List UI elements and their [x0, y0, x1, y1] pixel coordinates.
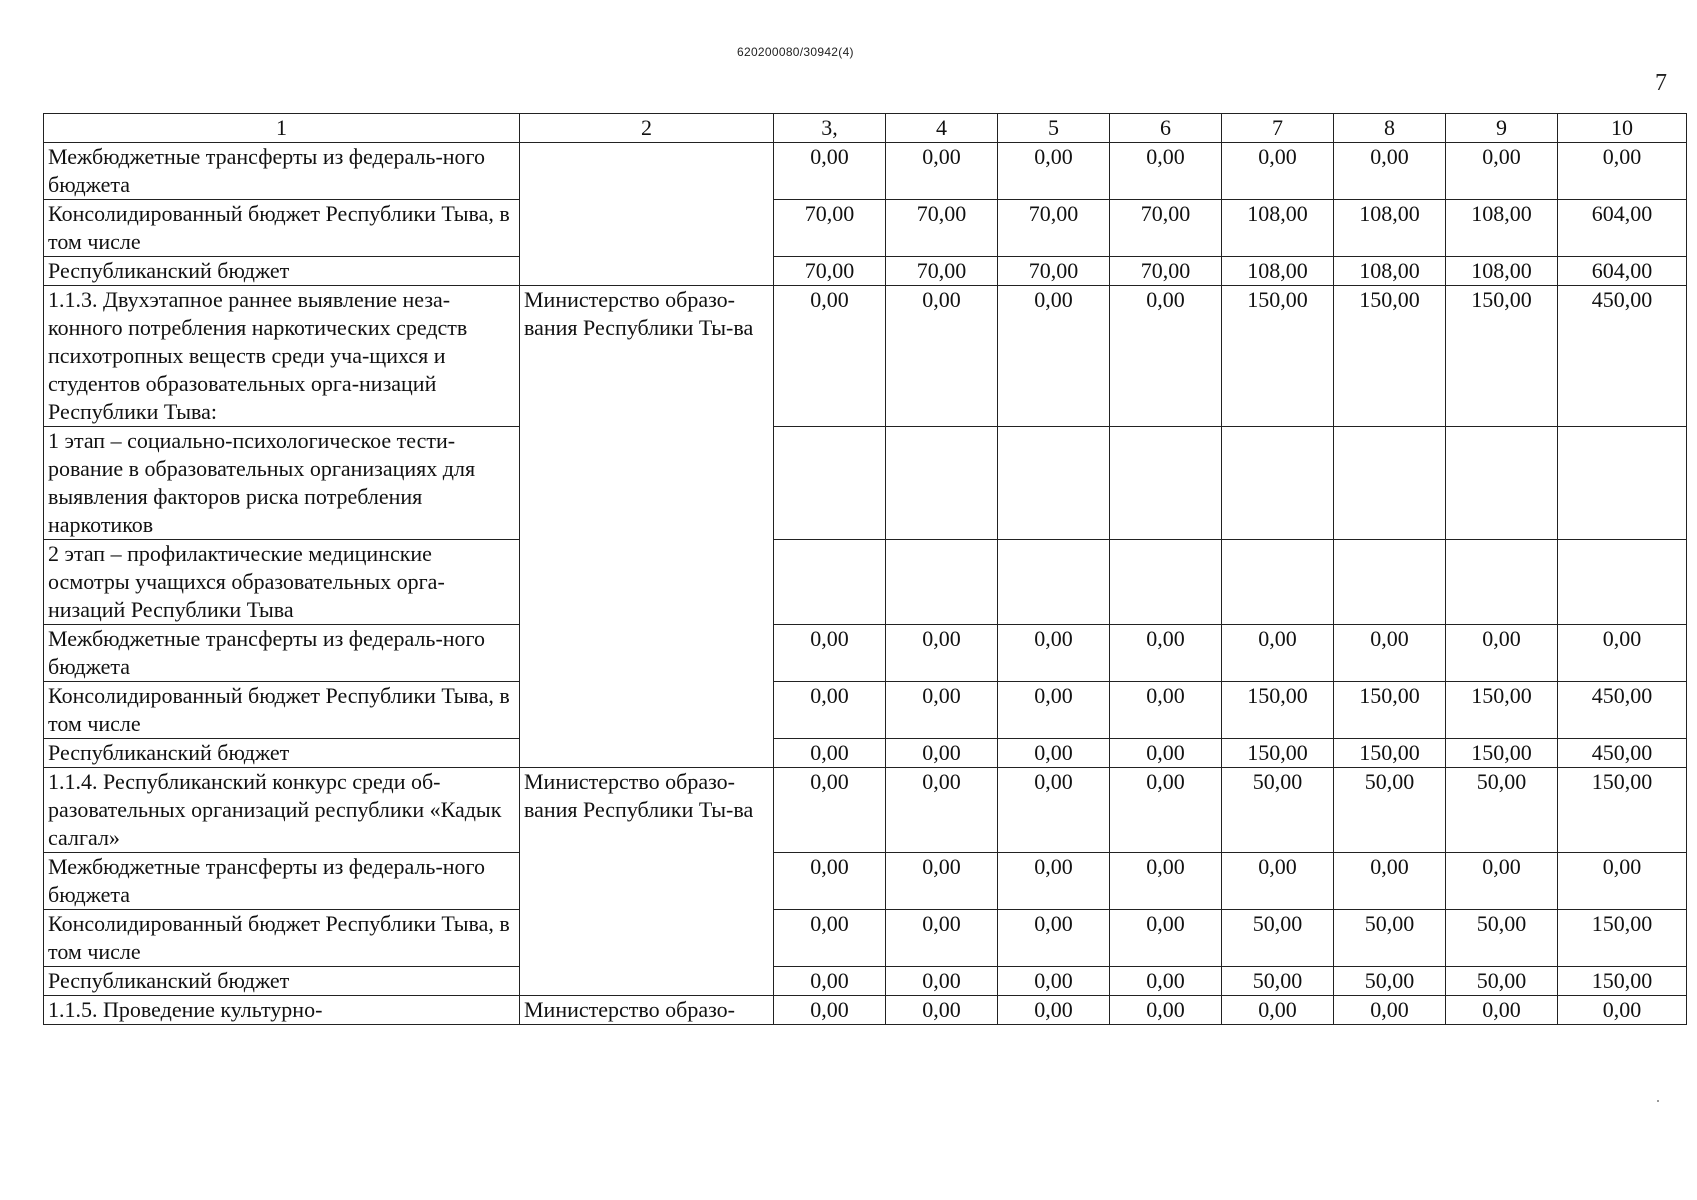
value-cell-col-9: 0,00	[1446, 143, 1558, 200]
value-cell-col-5: 0,00	[998, 853, 1110, 910]
value-cell-col-6: 70,00	[1110, 200, 1222, 257]
column-header-2: 2	[520, 114, 774, 143]
table-row	[44, 286, 1687, 427]
row-label: Республиканский бюджет	[44, 967, 520, 996]
row-label: 1 этап – социально-психологическое тести-рование в образовательных организациях для выявления факторов риска потребления наркотиков	[44, 427, 520, 540]
row-label: Республиканский бюджет	[44, 739, 520, 768]
table-row	[44, 996, 1687, 1025]
value-cell-col-3: 0,00	[774, 625, 886, 682]
value-cell-col-4: 0,00	[886, 682, 998, 739]
value-cell-col-5: 0,00	[998, 739, 1110, 768]
value-cell-col-10	[1558, 540, 1687, 625]
value-cell-col-5: 70,00	[998, 257, 1110, 286]
page-number: 7	[1655, 70, 1667, 96]
value-cell-col-5	[998, 540, 1110, 625]
column-header-3: 3,	[774, 114, 886, 143]
row-label: Республиканский бюджет	[44, 257, 520, 286]
value-cell-col-9: 50,00	[1446, 768, 1558, 853]
value-cell-col-8: 108,00	[1334, 257, 1446, 286]
value-cell-col-9: 0,00	[1446, 996, 1558, 1025]
value-cell-col-7: 150,00	[1222, 682, 1334, 739]
value-cell-col-5: 0,00	[998, 910, 1110, 967]
value-cell-col-4: 0,00	[886, 739, 998, 768]
value-cell-col-5: 0,00	[998, 967, 1110, 996]
value-cell-col-8: 0,00	[1334, 996, 1446, 1025]
column-header-8: 8	[1334, 114, 1446, 143]
value-cell-col-4: 0,00	[886, 853, 998, 910]
value-cell-col-7: 50,00	[1222, 910, 1334, 967]
value-cell-col-4	[886, 427, 998, 540]
value-cell-col-9: 50,00	[1446, 967, 1558, 996]
responsible-executor	[520, 143, 774, 286]
value-cell-col-9: 50,00	[1446, 910, 1558, 967]
value-cell-col-4: 0,00	[886, 286, 998, 427]
value-cell-col-10: 0,00	[1558, 996, 1687, 1025]
value-cell-col-3: 0,00	[774, 996, 886, 1025]
value-cell-col-4: 0,00	[886, 996, 998, 1025]
value-cell-col-5: 0,00	[998, 682, 1110, 739]
value-cell-col-8: 0,00	[1334, 143, 1446, 200]
value-cell-col-10: 150,00	[1558, 910, 1687, 967]
value-cell-col-4: 0,00	[886, 143, 998, 200]
value-cell-col-6: 0,00	[1110, 853, 1222, 910]
value-cell-col-8	[1334, 427, 1446, 540]
value-cell-col-8: 0,00	[1334, 853, 1446, 910]
value-cell-col-10: 0,00	[1558, 625, 1687, 682]
value-cell-col-3: 0,00	[774, 853, 886, 910]
value-cell-col-10: 450,00	[1558, 286, 1687, 427]
value-cell-col-9	[1446, 540, 1558, 625]
value-cell-col-9: 150,00	[1446, 739, 1558, 768]
value-cell-col-9: 0,00	[1446, 853, 1558, 910]
column-header-9: 9	[1446, 114, 1558, 143]
value-cell-col-7: 0,00	[1222, 143, 1334, 200]
value-cell-col-7: 0,00	[1222, 853, 1334, 910]
value-cell-col-6: 0,00	[1110, 996, 1222, 1025]
value-cell-col-3	[774, 540, 886, 625]
value-cell-col-9: 150,00	[1446, 286, 1558, 427]
value-cell-col-5	[998, 427, 1110, 540]
value-cell-col-3: 0,00	[774, 739, 886, 768]
table-row	[44, 427, 1687, 540]
value-cell-col-4: 0,00	[886, 768, 998, 853]
value-cell-col-6: 0,00	[1110, 739, 1222, 768]
value-cell-col-7	[1222, 427, 1334, 540]
value-cell-col-4: 70,00	[886, 257, 998, 286]
value-cell-col-6: 0,00	[1110, 768, 1222, 853]
row-label: Консолидированный бюджет Республики Тыва, в том числе	[44, 200, 520, 257]
value-cell-col-9	[1446, 427, 1558, 540]
value-cell-col-4: 70,00	[886, 200, 998, 257]
value-cell-col-3: 0,00	[774, 910, 886, 967]
table-row	[44, 682, 1687, 739]
column-header-10: 10	[1558, 114, 1687, 143]
value-cell-col-8	[1334, 540, 1446, 625]
value-cell-col-7: 108,00	[1222, 257, 1334, 286]
value-cell-col-6: 0,00	[1110, 143, 1222, 200]
value-cell-col-9: 108,00	[1446, 257, 1558, 286]
value-cell-col-7: 50,00	[1222, 768, 1334, 853]
document-id: 620200080/30942(4)	[737, 45, 854, 59]
value-cell-col-9: 0,00	[1446, 625, 1558, 682]
value-cell-col-8: 50,00	[1334, 768, 1446, 853]
value-cell-col-3: 0,00	[774, 768, 886, 853]
table-row	[44, 768, 1687, 853]
value-cell-col-10: 150,00	[1558, 967, 1687, 996]
value-cell-col-8: 150,00	[1334, 739, 1446, 768]
value-cell-col-8: 50,00	[1334, 967, 1446, 996]
value-cell-col-3: 0,00	[774, 682, 886, 739]
value-cell-col-7	[1222, 540, 1334, 625]
column-header-5: 5	[998, 114, 1110, 143]
value-cell-col-3: 0,00	[774, 143, 886, 200]
row-label: Межбюджетные трансферты из федераль-ного бюджета	[44, 625, 520, 682]
value-cell-col-6: 0,00	[1110, 286, 1222, 427]
value-cell-col-4: 0,00	[886, 625, 998, 682]
value-cell-col-4	[886, 540, 998, 625]
value-cell-col-6: 0,00	[1110, 910, 1222, 967]
value-cell-col-6: 0,00	[1110, 682, 1222, 739]
value-cell-col-8: 50,00	[1334, 910, 1446, 967]
table-row	[44, 257, 1687, 286]
value-cell-col-7: 108,00	[1222, 200, 1334, 257]
column-header-1: 1	[44, 114, 520, 143]
responsible-executor: Министерство образо-вания Республики Ты-ва	[520, 768, 774, 996]
row-label: Консолидированный бюджет Республики Тыва, в том числе	[44, 682, 520, 739]
table-row	[44, 200, 1687, 257]
value-cell-col-8: 108,00	[1334, 200, 1446, 257]
column-header-7: 7	[1222, 114, 1334, 143]
value-cell-col-6	[1110, 427, 1222, 540]
value-cell-col-5: 0,00	[998, 286, 1110, 427]
value-cell-col-10: 450,00	[1558, 682, 1687, 739]
value-cell-col-7: 50,00	[1222, 967, 1334, 996]
column-header-6: 6	[1110, 114, 1222, 143]
value-cell-col-7: 150,00	[1222, 286, 1334, 427]
value-cell-col-6: 0,00	[1110, 625, 1222, 682]
value-cell-col-4: 0,00	[886, 967, 998, 996]
value-cell-col-10: 150,00	[1558, 768, 1687, 853]
value-cell-col-5: 70,00	[998, 200, 1110, 257]
table-row	[44, 143, 1687, 200]
row-label: Консолидированный бюджет Республики Тыва, в том числе	[44, 910, 520, 967]
header-row	[44, 114, 1687, 143]
value-cell-col-8: 150,00	[1334, 682, 1446, 739]
row-label: 2 этап – профилактические медицинские осмотры учащихся образовательных орга-низаций Республики Тыва	[44, 540, 520, 625]
value-cell-col-5: 0,00	[998, 625, 1110, 682]
value-cell-col-5: 0,00	[998, 143, 1110, 200]
value-cell-col-3: 0,00	[774, 967, 886, 996]
value-cell-col-6: 70,00	[1110, 257, 1222, 286]
table-row	[44, 625, 1687, 682]
table-row	[44, 910, 1687, 967]
value-cell-col-10	[1558, 427, 1687, 540]
value-cell-col-3: 70,00	[774, 257, 886, 286]
value-cell-col-4: 0,00	[886, 910, 998, 967]
value-cell-col-3: 0,00	[774, 286, 886, 427]
value-cell-col-6: 0,00	[1110, 967, 1222, 996]
value-cell-col-6	[1110, 540, 1222, 625]
value-cell-col-10: 604,00	[1558, 200, 1687, 257]
value-cell-col-3: 70,00	[774, 200, 886, 257]
value-cell-col-8: 0,00	[1334, 625, 1446, 682]
value-cell-col-10: 450,00	[1558, 739, 1687, 768]
table-row	[44, 540, 1687, 625]
value-cell-col-5: 0,00	[998, 768, 1110, 853]
table-row	[44, 739, 1687, 768]
value-cell-col-9: 108,00	[1446, 200, 1558, 257]
column-header-4: 4	[886, 114, 998, 143]
value-cell-col-7: 0,00	[1222, 996, 1334, 1025]
responsible-executor: Министерство образо-вания Республики Ты-ва	[520, 286, 774, 768]
row-label: 1.1.4. Республиканский конкурс среди об-разовательных организаций республики «Кадык салгал»	[44, 768, 520, 853]
responsible-executor: Министерство образо-	[520, 996, 774, 1025]
table-row	[44, 967, 1687, 996]
value-cell-col-10: 0,00	[1558, 143, 1687, 200]
scan-speck	[1657, 1100, 1659, 1102]
row-label: Межбюджетные трансферты из федераль-ного бюджета	[44, 143, 520, 200]
value-cell-col-9: 150,00	[1446, 682, 1558, 739]
value-cell-col-7: 150,00	[1222, 739, 1334, 768]
value-cell-col-3	[774, 427, 886, 540]
value-cell-col-10: 604,00	[1558, 257, 1687, 286]
budget-table	[43, 113, 1687, 1025]
value-cell-col-5: 0,00	[998, 996, 1110, 1025]
row-label: Межбюджетные трансферты из федераль-ного бюджета	[44, 853, 520, 910]
table-row	[44, 853, 1687, 910]
value-cell-col-7: 0,00	[1222, 625, 1334, 682]
row-label: 1.1.5. Проведение культурно-	[44, 996, 520, 1025]
value-cell-col-8: 150,00	[1334, 286, 1446, 427]
value-cell-col-10: 0,00	[1558, 853, 1687, 910]
row-label: 1.1.3. Двухэтапное раннее выявление неза-конного потребления наркотических средств психотропных веществ среди уча-щихся и студентов образовательных орга-низаций Республики Тыва:	[44, 286, 520, 427]
